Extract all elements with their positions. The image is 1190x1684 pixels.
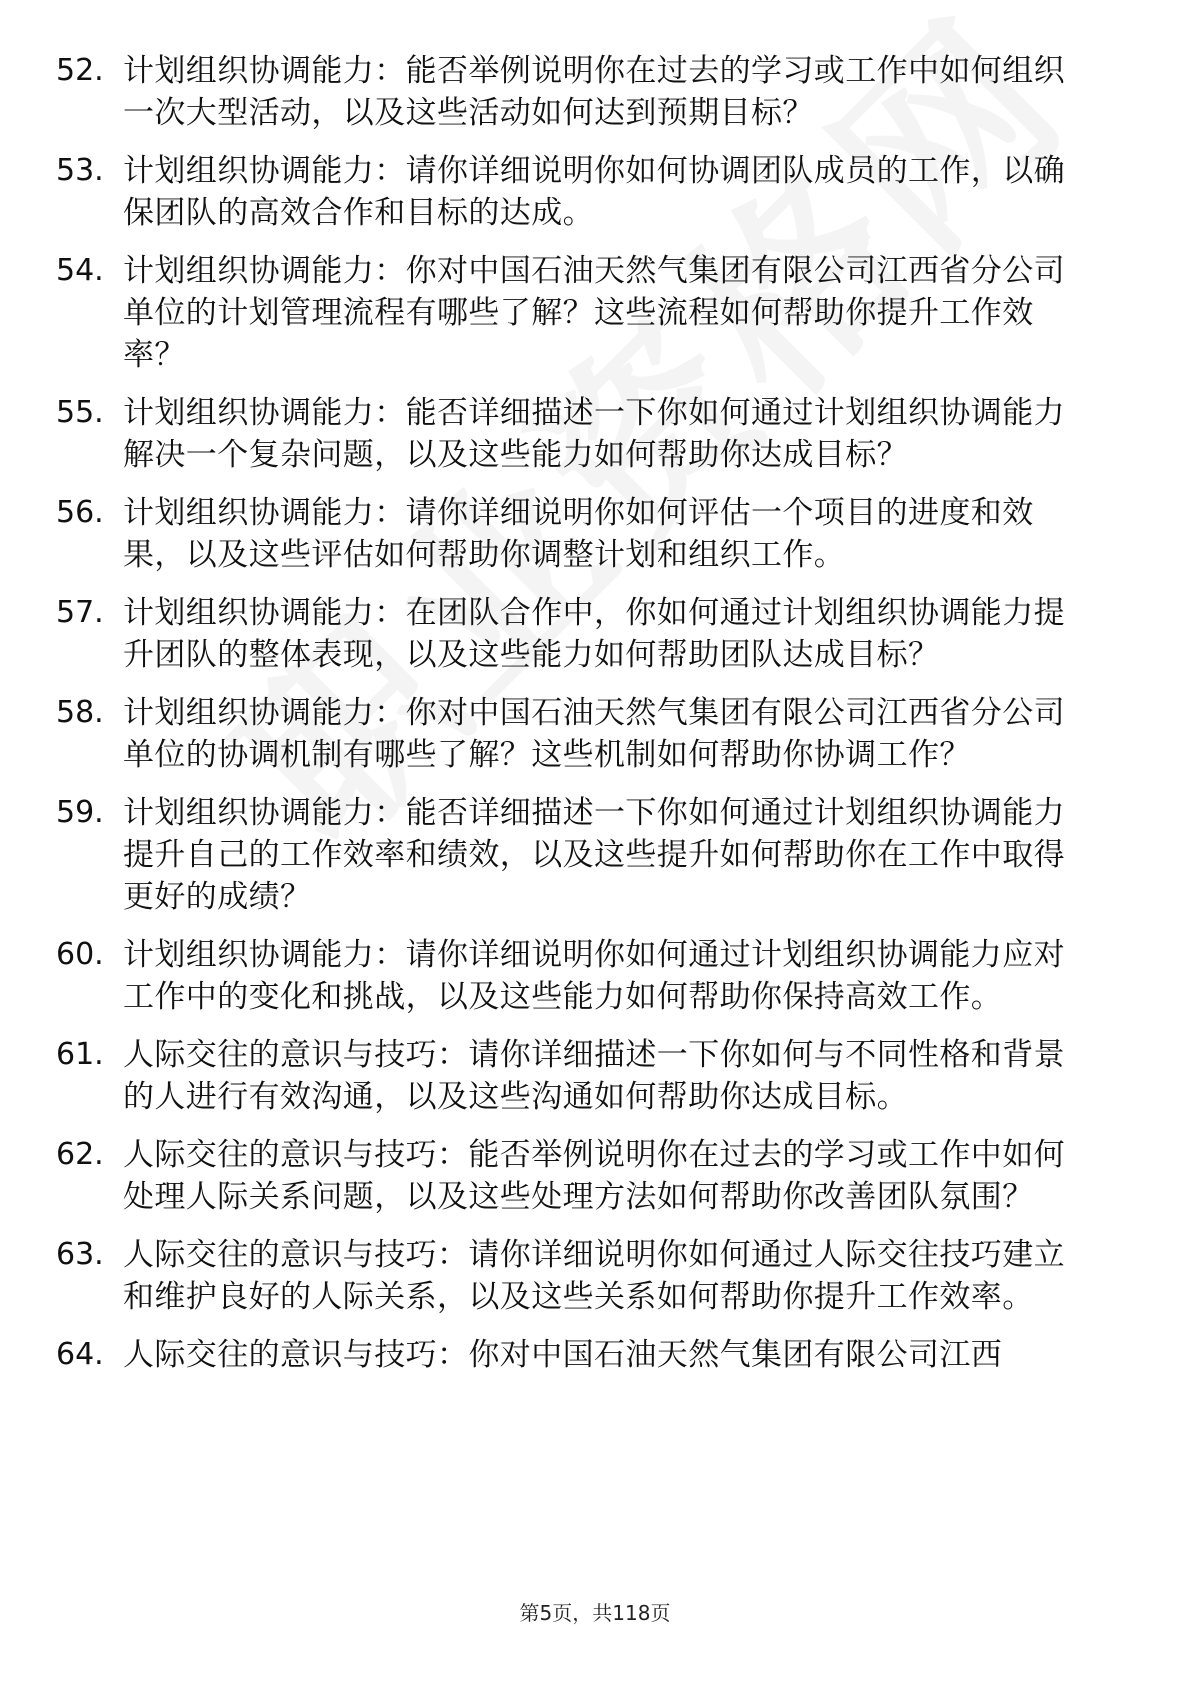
question-number: 55. <box>56 395 104 430</box>
question-number: 61. <box>56 1037 104 1072</box>
question-text: 计划组织协调能力：你对中国石油天然气集团有限公司江西省分公司单位的协调机制有哪些了解？这些机制如何帮助你协调工作？ <box>123 695 1065 773</box>
question-text: 计划组织协调能力：能否详细描述一下你如何通过计划组织协调能力提升自己的工作效率和绩效，以及这些提升如何帮助你在工作中取得更好的成绩？ <box>123 795 1065 915</box>
question-item <box>0 592 1190 676</box>
question-item <box>0 492 1190 576</box>
question-text: 计划组织协调能力：在团队合作中，你如何通过计划组织协调能力提升团队的整体表现，以及这些能力如何帮助团队达成目标？ <box>123 595 1065 673</box>
question-number: 52. <box>56 53 104 88</box>
question-number: 62. <box>56 1137 104 1172</box>
question-text: 人际交往的意识与技巧：能否举例说明你在过去的学习或工作中如何处理人际关系问题，以及这些处理方法如何帮助你改善团队氛围？ <box>123 1137 1065 1215</box>
question-item <box>0 250 1190 376</box>
question-number: 58. <box>56 695 104 730</box>
question-text: 计划组织协调能力：能否举例说明你在过去的学习或工作中如何组织一次大型活动，以及这些活动如何达到预期目标？ <box>123 53 1065 131</box>
question-text: 计划组织协调能力：你对中国石油天然气集团有限公司江西省分公司单位的计划管理流程有哪些了解？这些流程如何帮助你提升工作效率？ <box>123 253 1065 373</box>
page-number-label: 第5页，共118页 <box>519 1601 671 1625</box>
question-text: 计划组织协调能力：请你详细说明你如何评估一个项目的进度和效果，以及这些评估如何帮助你调整计划和组织工作。 <box>123 495 1034 573</box>
question-item <box>0 50 1190 134</box>
question-list <box>0 50 1190 1392</box>
question-number: 63. <box>56 1237 104 1272</box>
question-item <box>0 692 1190 776</box>
question-text: 计划组织协调能力：请你详细说明你如何协调团队成员的工作，以确保团队的高效合作和目标的达成。 <box>123 153 1065 231</box>
page-footer <box>0 1599 1190 1627</box>
question-item <box>0 150 1190 234</box>
question-item <box>0 792 1190 918</box>
question-text: 人际交往的意识与技巧：你对中国石油天然气集团有限公司江西 <box>123 1337 1003 1373</box>
question-item <box>0 1134 1190 1218</box>
question-item <box>0 1334 1190 1376</box>
question-number: 59. <box>56 795 104 830</box>
question-number: 57. <box>56 595 104 630</box>
question-text: 计划组织协调能力：请你详细说明你如何通过计划组织协调能力应对工作中的变化和挑战，以及这些能力如何帮助你保持高效工作。 <box>123 937 1065 1015</box>
question-item <box>0 1234 1190 1318</box>
question-number: 53. <box>56 153 104 188</box>
question-number: 56. <box>56 495 104 530</box>
question-text: 计划组织协调能力：能否详细描述一下你如何通过计划组织协调能力解决一个复杂问题，以及这些能力如何帮助你达成目标？ <box>123 395 1065 473</box>
question-text: 人际交往的意识与技巧：请你详细说明你如何通过人际交往技巧建立和维护良好的人际关系，以及这些关系如何帮助你提升工作效率。 <box>123 1237 1065 1315</box>
question-number: 60. <box>56 937 104 972</box>
question-text: 人际交往的意识与技巧：请你详细描述一下你如何与不同性格和背景的人进行有效沟通，以及这些沟通如何帮助你达成目标。 <box>123 1037 1065 1115</box>
question-number: 64. <box>56 1337 104 1372</box>
question-item <box>0 1034 1190 1118</box>
question-number: 54. <box>56 253 104 288</box>
question-item <box>0 934 1190 1018</box>
question-item <box>0 392 1190 476</box>
